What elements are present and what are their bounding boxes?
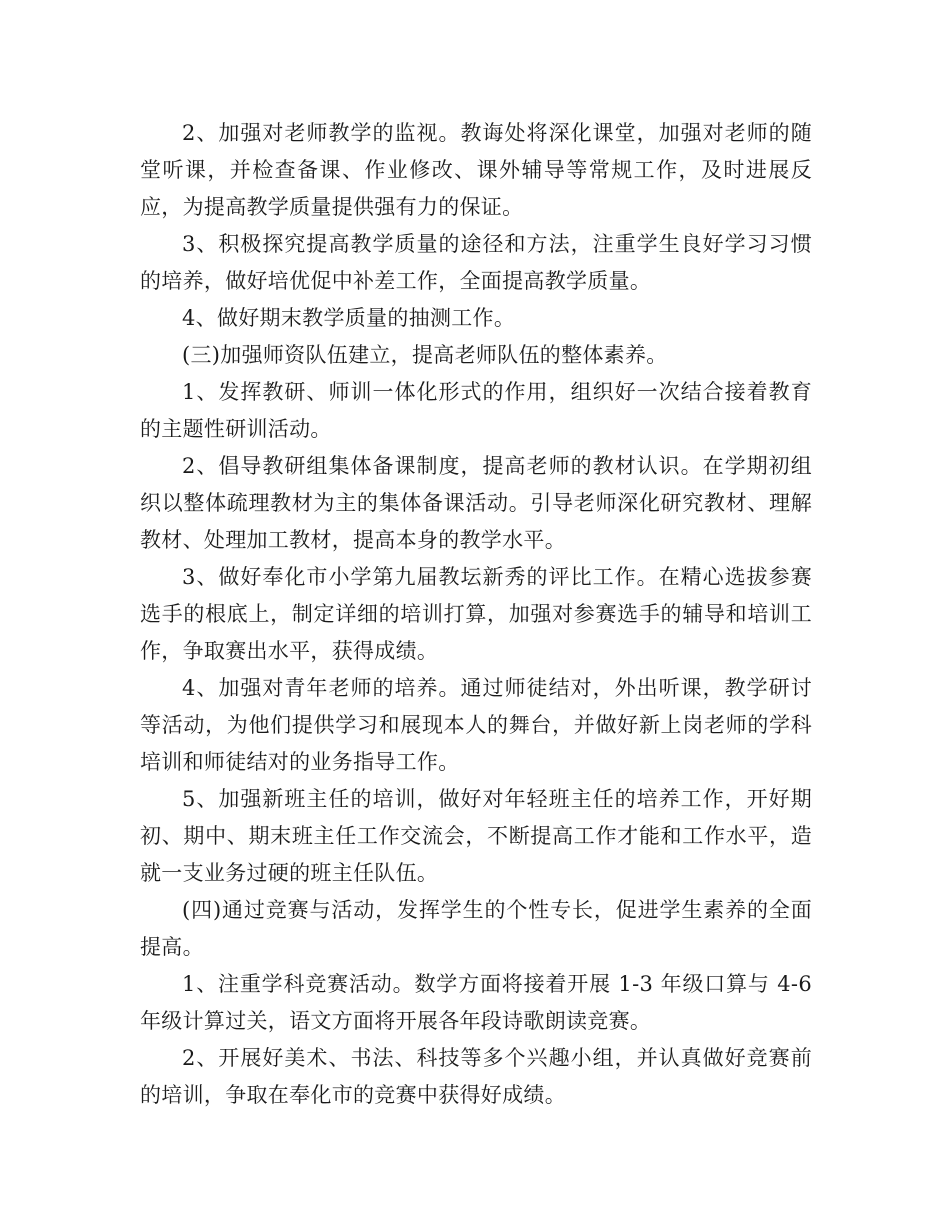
paragraph-item-2-interest-groups: 2、开展好美术、书法、科技等多个兴趣小组，并认真做好竞赛前的培训，争取在奉化市的竞赛中获得好成绩。: [140, 1046, 812, 1107]
document-body: [140, 115, 812, 1114]
paragraph-item-5-head-teacher-training: 5、加强新班主任的培训，做好对年轻班主任的培养工作，开好期初、期中、期末班主任工作交流会，不断提高工作才能和工作水平，造就一支业务过硬的班主任队伍。: [140, 787, 812, 885]
paragraph-item-2-supervision: 2、加强对老师教学的监视。教诲处将深化课堂，加强对老师的随堂听课，并检查备课、作业修改、课外辅导等常规工作，及时进展反应，为提高教学质量提供强有力的保证。: [140, 121, 812, 219]
paragraph-item-3-new-teacher-contest: 3、做好奉化市小学第九届教坛新秀的评比工作。在精心选拔参赛选手的根底上，制定详细的培训打算，加强对参赛选手的辅导和培训工作，争取赛出水平，获得成绩。: [140, 565, 812, 663]
paragraph-item-1-research-training: 1、发挥教研、师训一体化形式的作用，组织好一次结合接着教育的主题性研训活动。: [140, 380, 812, 441]
paragraph-item-4-final-testing: 4、做好期末教学质量的抽测工作。: [182, 306, 516, 330]
paragraph-item-2-collective-lesson-prep: 2、倡导教研组集体备课制度，提高老师的教材认识。在学期初组织以整体疏理教材为主的集体备课活动。引导老师深化研究教材、理解教材、处理加工教材，提高本身的教学水平。: [140, 454, 812, 552]
paragraph-item-3-quality-methods: 3、积极探究提高教学质量的途径和方法，注重学生良好学习习惯的培养，做好培优促中补差工作，全面提高教学质量。: [140, 232, 812, 293]
section-heading-3-teacher-team: (三)加强师资队伍建立，提高老师队伍的整体素养。: [182, 343, 668, 367]
paragraph-item-1-subject-competitions: 1、注重学科竞赛活动。数学方面将接着开展 1-3 年级口算与 4-6 年级计算过关，语文方面将开展各年段诗歌朗读竞赛。: [140, 972, 812, 1033]
section-heading-4-competitions: (四)通过竞赛与活动，发挥学生的个性专长，促进学生素养的全面提高。: [140, 898, 812, 959]
paragraph-item-4-young-teacher-training: 4、加强对青年老师的培养。通过师徒结对，外出听课，教学研讨等活动，为他们提供学习和展现本人的舞台，并做好新上岗老师的学科培训和师徒结对的业务指导工作。: [140, 676, 812, 774]
